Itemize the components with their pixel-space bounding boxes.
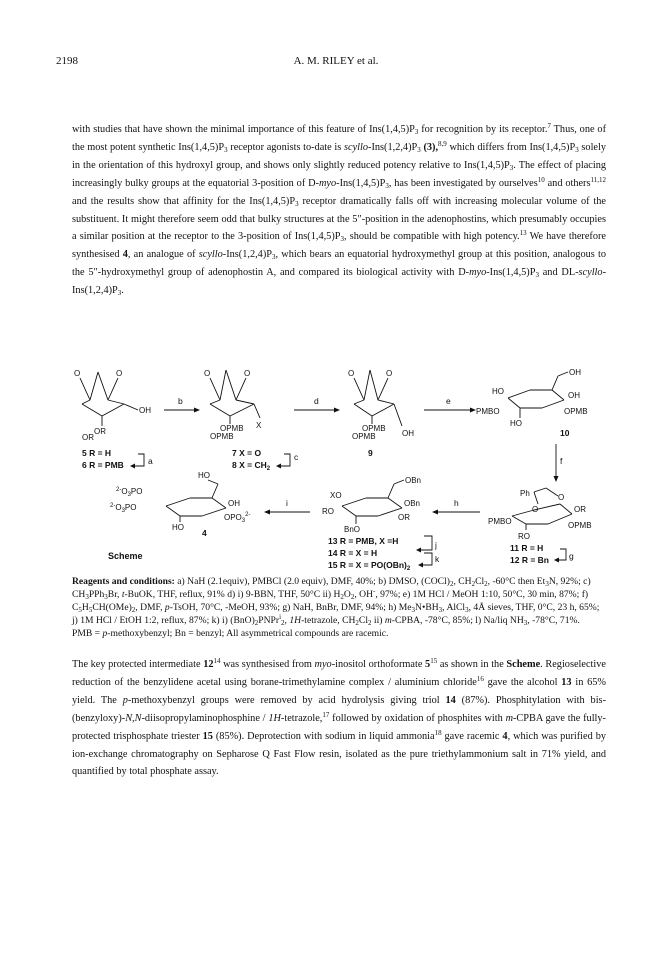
atom-label: O	[558, 493, 565, 502]
arrow-label-b: b	[178, 396, 183, 406]
structure-13-15	[322, 476, 440, 572]
atom-label: X	[256, 421, 262, 430]
atom-label: $^{2-}O_3PO$	[110, 503, 137, 514]
atom-label: PMBO	[488, 517, 512, 526]
arrow-label-g: g	[569, 551, 574, 561]
citation-ref: 7	[547, 122, 551, 130]
compound-label-11: 11 R = H	[510, 543, 544, 553]
atom-label: O	[348, 369, 355, 378]
atom-label: Ph	[520, 489, 530, 498]
atom-label: HO	[172, 523, 184, 532]
atom-label: OR	[82, 433, 94, 442]
citation-ref: 14	[213, 657, 221, 665]
citation-ref: 17	[322, 710, 330, 719]
atom-label: OBn	[405, 476, 422, 485]
atom-label: OPMB	[352, 432, 376, 441]
atom-label: HO	[510, 419, 522, 428]
structure-10	[476, 368, 588, 438]
atom-label: OH	[568, 391, 580, 400]
atom-label: OH	[139, 406, 151, 415]
arrow-label-k: k	[435, 554, 440, 564]
compound-label-4: 4	[202, 528, 207, 538]
citation-ref: 11,12	[590, 175, 606, 184]
arrow-label-l: i	[286, 498, 288, 508]
atom-label: HO	[198, 471, 210, 480]
atom-label: OPMB	[362, 424, 386, 433]
reagents-conditions: Reagents and conditions: a) NaH (2.1equiv), PMBCl (2.0 equiv), DMF, 40%; b) DMSO, $(COCl)_2$, $CH_2Cl_2$, -60°C then $Et_3N$, 92%; c) $CH_3PPh_3Br$, t-BuOK, THF, reflux, 91% d) i) 9-BBN, THF, 50°C ii) $H_2O_2$, OH-, 97%; e) 1M HCl / MeOH 1:10, 50°C, 30 min, 87%; f) $C_5H_5CH(OMe)_2$, DMF, p-TsOH, 70°C, -MeOH, 93%; g) NaH, BnBr, DMF, 94%; h) $Me_3N•BH_3$, AlCl$_3$, 4Å sieves, THF, 0°C, 23 h, 65%; j) 1M HCl / EtOH 1:2, reflux, 87%; k) i) $(BnO)_2PNPr^i_2$, 1H-tetrazole, $CH_2Cl_2$ ii) m-CPBA, -78°C, 85%; l) Na/liq $NH_3$, -78°C, 71%. PMB = p-methoxybenzyl; Bn = benzyl; All asymmetrical compounds are racemic.	[72, 576, 600, 639]
atom-label: $OPO_3^{2-}$	[224, 512, 251, 524]
atom-label: HO	[492, 387, 504, 396]
arrow-label-h: h	[454, 498, 459, 508]
atom-label: OPMB	[564, 407, 588, 416]
compound-label-15: 15 $R = X = PO(OBn)_2$	[328, 560, 411, 572]
compound-label-9: 9	[368, 448, 373, 458]
atom-label: OH	[402, 429, 414, 438]
atom-label: OH	[228, 499, 240, 508]
compound-label-5: 5 R = H	[82, 448, 112, 458]
scheme-diagram	[72, 364, 612, 572]
atom-label: OH	[569, 368, 581, 377]
results-paragraph: The key protected intermediate $12^{14}$ was synthesised from myo-inositol orthoformate $5^{15}$ as shown in the Scheme. Regioselective reduction of the benzylidene acetal using borane-trimethylamine complex / aluminium chloride$^{16}$ gave the alcohol 13 in 65% yield. The p-methoxybenzyl groups were removed by acid hydrolysis giving triol 14 (87%). Phosphitylation with bis-(benzyloxy)-N,N-diisopropylaminophosphine / 1H-tetrazole,$^{17}$ followed by oxidation of phosphites with m-CPBA gave the fully-protected trisphosphate triester 15 (85%). Deprotection with sodium in liquid ammonia$^{18}$ gave racemic 4, which was purified by ion-exchange chromatography on Sepharose Q Fast Flow resin, isolated as the pure triethylammonium salt in 71% yield, and quantified by total phosphate assay.	[72, 657, 606, 778]
structure-4	[110, 471, 250, 538]
atom-label: $^{2-}O_3PO$	[116, 487, 143, 498]
structure-5-6	[74, 369, 153, 470]
atom-label: BnO	[344, 525, 361, 534]
atom-label: O	[74, 369, 81, 378]
atom-label: RO	[518, 532, 530, 541]
compound-label-8: 8 $X = CH_2$	[232, 460, 271, 472]
atom-label: RO	[322, 507, 334, 516]
atom-label: O	[116, 369, 123, 378]
atom-label: O	[532, 505, 539, 514]
atom-label: OPMB	[210, 432, 234, 441]
arrow-label-d: d	[314, 396, 319, 406]
atom-label: OR	[574, 505, 586, 514]
scheme-title: Scheme	[108, 551, 143, 561]
citation-ref: 18	[434, 728, 442, 737]
atom-label: OR	[398, 513, 410, 522]
citation-ref: 16	[476, 674, 484, 683]
arrow-label-f: f	[560, 456, 563, 466]
citation-ref: 15	[430, 657, 438, 665]
compound-label-7: 7 X = O	[232, 448, 262, 458]
compound-label-10: 10	[560, 428, 570, 438]
structure-7-8	[204, 369, 299, 472]
synthesis-scheme	[72, 364, 612, 572]
structure-9	[348, 369, 414, 458]
atom-label: OR	[94, 427, 106, 436]
compound-label-12: 12 R = Bn	[510, 555, 549, 565]
compound-label-13: 13 R = PMB, X =H	[328, 536, 399, 546]
citation-ref: 10	[537, 175, 545, 184]
page-header	[56, 55, 616, 71]
atom-label: OPMB	[568, 521, 592, 530]
atom-label: O	[244, 369, 251, 378]
intro-paragraph: with studies that have shown the minimal importance of this feature of $Ins(1,4,5)P_3$ for recognition by its receptor.$^7$ Thus, one of the most potent synthetic $Ins(1,4,5)P_3$ receptor agonists to-date is scyllo-$Ins(1,2,4)P_3$ (3),$^{8,9}$ which differs from $Ins(1,4,5)P_3$ solely in the orientation of this hydroxyl group, and shows only slightly reduced potency relative to $Ins(1,4,5)P_3$. The effect of placing increasingly bulky groups at the equatorial 3-position of $D-myo-Ins(1,4,5)P_3$, has been investigated by ourselves$^{10}$ and others$^{11,12}$ and the results show that affinity for the $Ins(1,4,5)P_3$ receptor dramatically falls off with increasing molecular volume of the substituent. It might therefore seem odd that bulky structures at the 5″-position in the adenophostins, which presumably occupies a similar position at the receptor to the 3-position of $Ins(1,4,5)P_3$, should be compatible with high potency.$^{13}$ We have therefore synthesised 4, an analogue of scyllo-$Ins(1,2,4)P_3$, which bears an equatorial hydroxymethyl group at this position, analogous to the 5″-hydroxymethyl group of adenophostin A, and compared its biological activity with $D-myo-Ins(1,4,5)P_3$ and $DL-scyllo-Ins(1,2,4)P_3$.	[72, 122, 607, 298]
atom-label: XO	[330, 491, 342, 500]
citation-ref: 8,9	[438, 139, 447, 148]
arrow-label-e: e	[446, 396, 451, 406]
compound-label-14: 14 R = X = H	[328, 548, 378, 558]
arrow-label-c: c	[294, 452, 299, 462]
citation-ref: 13	[519, 229, 527, 238]
structure-11-12	[488, 488, 592, 565]
arrow-label-a: a	[148, 456, 153, 466]
arrow-label-j: j	[435, 540, 437, 550]
atom-label: OPMB	[220, 424, 244, 433]
atom-label: OBn	[404, 499, 421, 508]
running-head: A. M. RILEY et al.	[293, 55, 379, 67]
page-number: 2198	[56, 55, 78, 67]
compound-label-6: 6 R = PMB	[82, 460, 124, 470]
atom-label: O	[204, 369, 211, 378]
atom-label: PMBO	[476, 407, 500, 416]
atom-label: O	[386, 369, 393, 378]
